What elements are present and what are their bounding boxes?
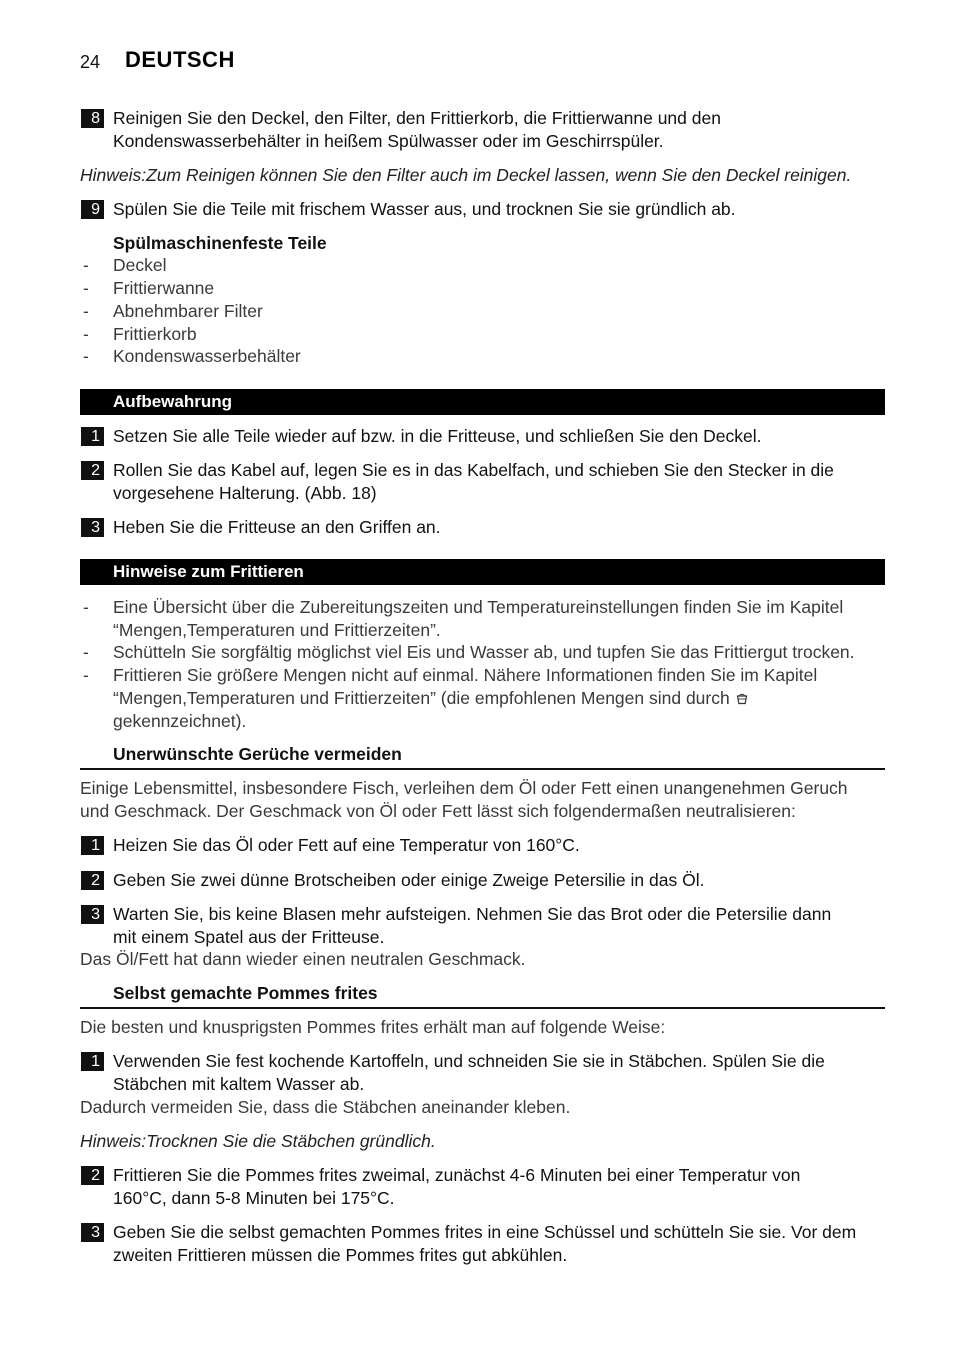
page-number: 24: [80, 52, 101, 72]
step-text-line: 160°C, dann 5-8 Minuten bei 175°C.: [113, 1187, 395, 1208]
list-item: [113, 277, 885, 300]
paragraph-line: Einige Lebensmittel, insbesondere Fisch, verleihen dem Öl oder Fett einen unangenehmen Geruch: [80, 777, 848, 798]
step-text-line: zweiten Frittieren müssen die Pommes frites gut abkühlen.: [113, 1244, 568, 1265]
page-header: [80, 46, 400, 76]
list-item: [113, 300, 885, 323]
paragraph-line: und Geschmack. Der Geschmack von Öl oder Fett lässt sich folgendermaßen neutralisieren:: [80, 800, 796, 821]
fries-step-2: [91, 1164, 885, 1210]
step-text-line: Setzen Sie alle Teile wieder auf bzw. in die Fritteuse, und schließen Sie den Deckel.: [113, 425, 762, 446]
fries-intro: [80, 1016, 885, 1039]
list-item: [113, 323, 885, 346]
list-item-text: - Kondenswasserbehälter: [113, 345, 301, 366]
cleaning-step-9: [91, 198, 885, 221]
step-text-line: Frittieren Sie die Pommes frites zweimal, zunächst 4-6 Minuten bei einer Temperatur von: [113, 1164, 801, 1185]
basket-icon: [736, 688, 748, 711]
step-text-line: Warten Sie, bis keine Blasen mehr aufsteigen. Nehmen Sie das Brot oder die Petersilie dann: [113, 903, 832, 924]
odours-title: Unerwünschte Gerüche vermeiden: [113, 743, 402, 764]
step-text-line: Kondenswasserbehälter in heißem Spülwasser oder im Geschirrspüler.: [113, 131, 664, 151]
dishwasher-safe-title: Spülmaschinenfeste Teile: [113, 233, 327, 253]
step-text-line: Spülen Sie die Teile mit frischem Wasser aus, und trocknen Sie sie gründlich ab.: [113, 199, 736, 219]
step-text-line: Stäbchen mit kaltem Wasser ab.: [113, 1073, 365, 1094]
list-item: [113, 664, 885, 733]
step-number: 9: [81, 200, 104, 219]
paragraph-line: Die besten und knusprigsten Pommes frites erhält man auf folgende Weise:: [80, 1016, 666, 1037]
step-text-line: Geben Sie zwei dünne Brotscheiben oder einige Zweige Petersilie in das Öl.: [113, 869, 705, 890]
fries-title: Selbst gemachte Pommes frites: [113, 982, 378, 1003]
list-item-text: - Abnehmbarer Filter: [113, 300, 263, 321]
section-rule: [80, 768, 885, 770]
odours-step-2: [91, 869, 885, 892]
list-item-text-with-icon: [113, 687, 885, 710]
step-number: 3: [81, 518, 104, 537]
language-title: DEUTSCH: [125, 47, 235, 72]
section-rule: [80, 1007, 885, 1009]
odours-step-1: [91, 834, 885, 857]
list-item-text: - Deckel: [113, 254, 167, 275]
cleaning-note: [80, 164, 885, 187]
step-number: 3: [81, 1223, 104, 1242]
list-item: [113, 596, 885, 642]
step-text-line: Verwenden Sie fest kochende Kartoffeln, und schneiden Sie sie in Stäbchen. Spülen Sie die: [113, 1050, 825, 1071]
note-text: Hinweis:Zum Reinigen können Sie den Filter auch im Deckel lassen, wenn Sie den Deckel reinigen.: [80, 165, 852, 185]
list-item: [113, 345, 885, 368]
paragraph-line: Dadurch vermeiden Sie, dass die Stäbchen aneinander kleben.: [80, 1096, 571, 1117]
step-text-line: Heben Sie die Fritteuse an den Griffen an.: [113, 516, 441, 537]
fries-step-1: [91, 1050, 885, 1096]
step-text-line: Reinigen Sie den Deckel, den Filter, den Frittierkorb, die Frittierwanne und den: [113, 108, 721, 128]
step-number: 3: [81, 905, 104, 924]
list-item: [113, 254, 885, 277]
section-bar-storage: [80, 389, 885, 415]
odours-intro: [80, 777, 885, 823]
step-number: 1: [81, 836, 104, 855]
list-item-text: - Frittierkorb: [113, 323, 197, 344]
step-text-line: Rollen Sie das Kabel auf, legen Sie es in das Kabelfach, und schieben Sie den Stecker in die: [113, 459, 834, 480]
list-item-text: “Mengen,Temperaturen und Frittierzeiten” (die empfohlenen Mengen sind durch: [113, 687, 730, 708]
step-text-line: Heizen Sie das Öl oder Fett auf eine Temperatur von 160°C.: [113, 834, 580, 855]
list-item-text: - Frittieren Sie größere Mengen nicht auf einmal. Nähere Informationen finden Sie im Kapitel: [113, 664, 818, 685]
step-number: 2: [81, 1166, 104, 1185]
list-item-text: - Eine Übersicht über die Zubereitungszeiten und Temperatureinstellungen finden Sie im Kapitel: [113, 596, 844, 617]
step-number: 2: [81, 461, 104, 480]
list-item-text: - Frittierwanne: [113, 277, 215, 298]
storage-step-2: [91, 459, 885, 505]
list-item-text: gekennzeichnet).: [113, 710, 247, 731]
section-bar-frying-tips: [80, 559, 885, 585]
section-title: Aufbewahrung: [113, 392, 232, 411]
list-item-text: - Schütteln Sie sorgfältig möglichst viel Eis und Wasser ab, und tupfen Sie das Frittiergut trocken.: [113, 641, 855, 662]
step-number: 8: [81, 109, 104, 128]
storage-step-3: [91, 516, 885, 539]
odours-result: [80, 948, 885, 971]
list-item-text: “Mengen,Temperaturen und Frittierzeiten”.: [113, 619, 441, 640]
storage-step-1: [91, 425, 885, 448]
fries-step-3: [91, 1221, 885, 1267]
step-number: 1: [81, 1052, 104, 1071]
step-text-line: Geben Sie die selbst gemachten Pommes frites in eine Schüssel und schütteln Sie sie. Vor dem: [113, 1221, 857, 1242]
step-text-line: vorgesehene Halterung. (Abb. 18): [113, 482, 377, 503]
fries-note: [80, 1130, 885, 1153]
odours-step-3: [91, 903, 885, 949]
list-item: [113, 641, 885, 664]
step-text-line: mit einem Spatel aus der Fritteuse.: [113, 926, 385, 947]
section-title: Hinweise zum Frittieren: [113, 562, 304, 581]
cleaning-step-8: [91, 107, 885, 153]
fries-step-1-result: [80, 1096, 885, 1119]
step-number: 2: [81, 871, 104, 890]
step-number: 1: [81, 427, 104, 446]
note-text: Hinweis:Trocknen Sie die Stäbchen gründlich.: [80, 1130, 436, 1151]
paragraph-line: Das Öl/Fett hat dann wieder einen neutralen Geschmack.: [80, 948, 526, 969]
